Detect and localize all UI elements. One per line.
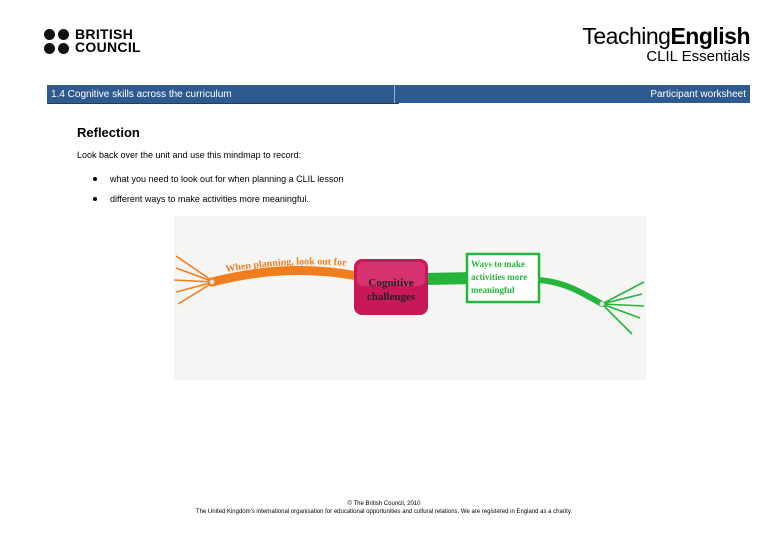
bullet-icon [93, 197, 97, 201]
intro-text: Look back over the unit and use this mindmap to record: [77, 150, 302, 160]
bullet-list [93, 169, 343, 209]
left-branch-label: When planning, look out for [224, 256, 347, 275]
logo-dots-icon [44, 29, 69, 54]
left-branch-node [210, 280, 215, 285]
mindmap-diagram [174, 216, 646, 380]
banner-divider [394, 85, 395, 103]
right-branch-node [600, 302, 605, 307]
list-item: different ways to make activities more meaningful. [93, 189, 343, 209]
clil-essentials-subtitle: CLIL Essentials [646, 48, 750, 65]
footer [0, 500, 768, 516]
section-banner [47, 85, 750, 103]
bullet-icon [93, 177, 97, 181]
banner-section-title: 1.4 Cognitive skills across the curriculum [51, 88, 232, 100]
list-item: what you need to look out for when planning a CLIL lesson [93, 169, 343, 189]
page-heading: Reflection [77, 125, 140, 140]
teaching-english-logo [582, 24, 750, 65]
right-branch-label-3: meaningful [471, 285, 515, 295]
british-council-wordmark: BRITISH COUNCIL [75, 26, 141, 55]
center-label-2: challenges [366, 291, 416, 303]
british-council-logo [44, 28, 141, 54]
teaching-english-wordmark: TeachingEnglish [582, 23, 750, 49]
banner-underline [47, 103, 399, 104]
right-branch-label-2: activities more [471, 272, 528, 282]
right-branch-label-1: Ways to make [471, 259, 525, 269]
footer-charity-note: The United Kingdom's international organisation for educational opportunities and cultural relations. We are registered in England as a charity. [195, 509, 573, 515]
footer-copyright: © The British Council, 2010 [347, 501, 421, 507]
banner-worksheet-label: Participant worksheet [650, 88, 746, 100]
center-label-1: Cognitive [368, 277, 414, 289]
